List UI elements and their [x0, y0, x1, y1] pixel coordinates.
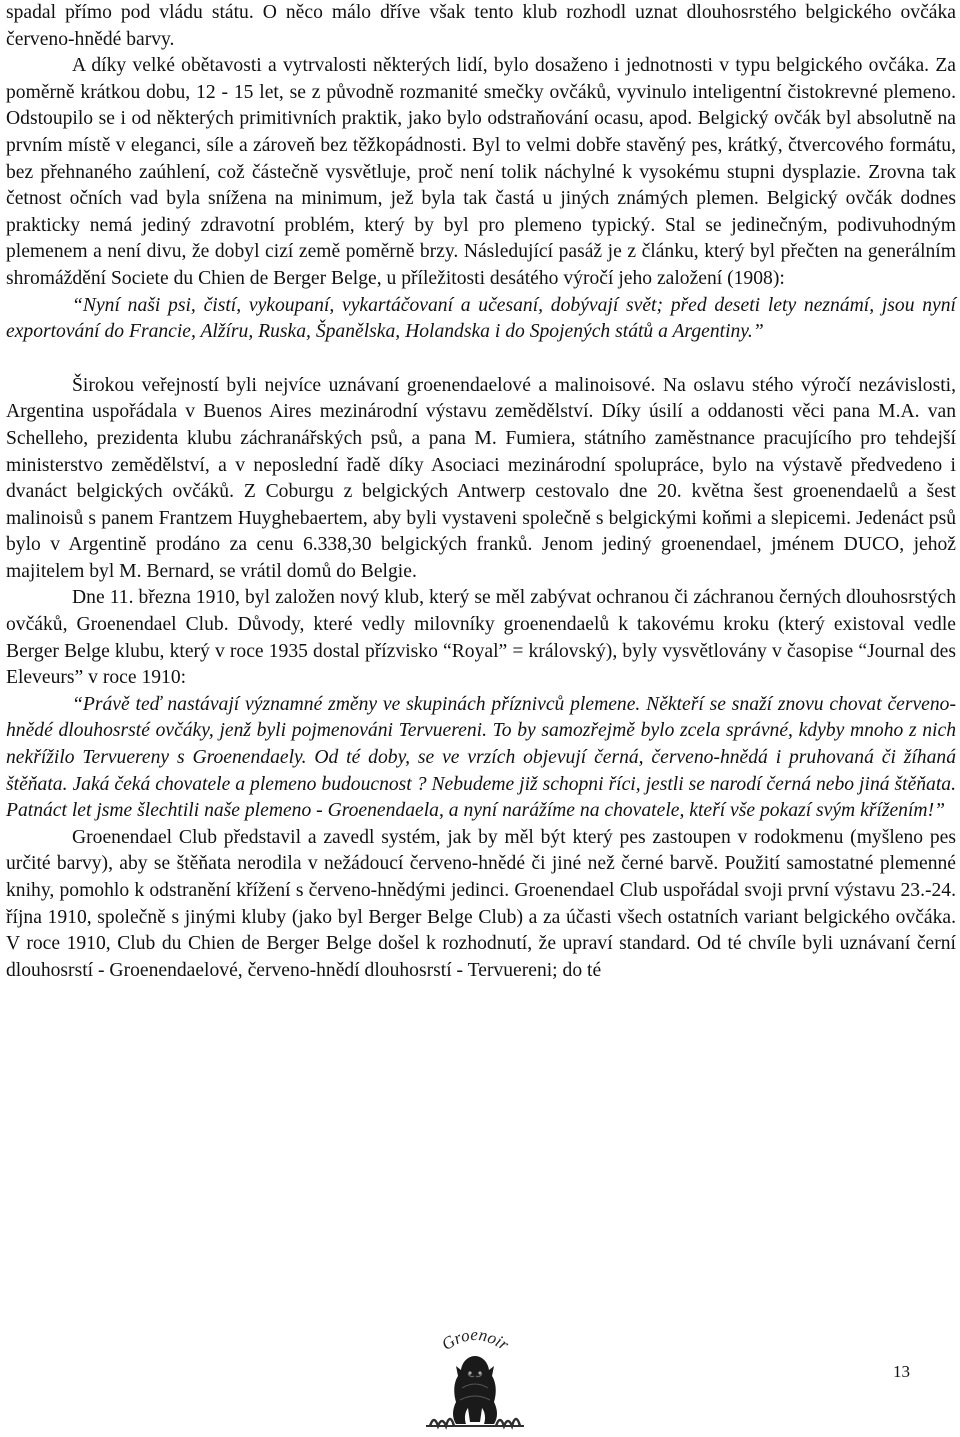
logo-text: Groenoir	[438, 1324, 513, 1355]
page-number: 13	[893, 1362, 910, 1381]
black-dog-emblem-icon	[416, 1318, 534, 1432]
paragraph-gap	[6, 346, 956, 373]
document-body	[6, 0, 956, 984]
paragraph-4: Dne 11. března 1910, byl založen nový klub, který se měl zabývat ochranou či záchranou černých dlouhosrstých ovčáků, Groenendael Club. Důvody, které vedly milovníky groenendaelů k takovému kroku (který existoval vedle Berger Belge klubu, který v roce 1935 dostal přízvisko “Royal” = královský), byly vysvětlovány v časopise “Journal des Eleveurs” v roce 1910:	[6, 587, 956, 689]
quote-2: “Právě teď nastávají významné změny ve skupinách příznivců plemene. Někteří se snaží znovu chovat červeno-hnědé dlouhosrsté ovčáky, jenž byli pojmenováni Tervuereni. To by samozřejmě bylo zcela správné, kdyby mnoho z nich nekřížilo Tervuereny s Groenendaely. Od té doby, se ve vrzích objevují černá, červeno-hnědá i pruhovaná či žíhaná štěňata. Jaká čeká chovatele a plemeno budoucnost ? Nebudeme již schopni říci, jestli se narodí černá nebo jiná štěňata. Patnáct let jsme šlechtili naše plemeno - Groenendaela, a nyní narážíme na chovatele, kteří vše pokazí svým křížením!”	[6, 693, 956, 822]
quote-1: “Nyní naši psi, čistí, vykoupaní, vykartáčovaní a učesaní, dobývají svět; před deseti lety neznámí, jsou nyní exportování do Francie, Alžíru, Ruska, Španělska, Holandska i do Spojených států a Argentiny.”	[6, 294, 956, 343]
paragraph-5: Groenendael Club představil a zavedl systém, jak by měl být který pes zastoupen v rodokmenu (myšleno pes určité barvy), aby se štěňata nerodila v nežádoucí červeno-hnědé či jiné než černé barvě. Použití samostatné plemenné knihy, pomohlo k odstranění křížení s červeno-hnědými jedinci. Groenendael Club uspořádal svoji první výstavu 23.-24. října 1910, společně s jinými kluby (jako byl Berger Belge Club) a za účasti všech ostatních variant belgického ovčáka. V roce 1910, Club du Chien de Berger Belge došel k rozhodnutí, že upraví standard. Od té chvíle byli uznávaní černí dlouhosrstí - Groenendaelové, červeno-hnědí dlouhosrstí - Tervuereni; do té	[6, 826, 956, 981]
paragraph-2: A díky velké obětavosti a vytrvalosti některých lidí, bylo dosaženo i jednotnosti v typu belgického ovčáka. Za poměrně krátkou dobu, 12 - 15 let, se z původně rozmanité smečky ovčáků, vyvinulo inteligentní čistokrevné plemeno. Odstoupilo se i od některých primitivních praktik, jako bylo odstraňování ocasu, apod. Belgický ovčák byl absolutně na prvním místě v eleganci, síle a zároveň bez těžkopádnosti. Byl to velmi dobře stavěný pes, krátký, čtvercového formátu, bez přehnaného zaúhlení, což částečně vysvětluje, proč není tolik náchylné k vysokému stupni dysplazie. Zrovna tak četnost očních vad byla snížena na minimum, jež byla tak častá u jiných známých plemen. Belgický ovčák dodnes prakticky nemá jediný zdravotní problém, který by byl pro plemeno typický. Stal se jedinečným, podivuhodným plemenem a není divu, že dobyl cizí země poměrně brzy. Následující pasáž je z článku, který byl přečten na generálním shromáždění Societe du Chien de Berger Belge, u příležitosti desátého výročí jeho založení (1908):	[6, 55, 956, 289]
groenoir-logo	[416, 1318, 534, 1432]
paragraph-1: spadal přímo pod vládu státu. O něco málo dříve však tento klub rozhodl uznat dlouhosrstého belgického ovčáka červeno-hnědé barvy.	[6, 2, 956, 50]
paragraph-3: Širokou veřejností byli nejvíce uznávaní groenendaelové a malinoisové. Na oslavu stého výročí nezávislosti, Argentina uspořádala v Buenos Aires mezinárodní výstavu zemědělství. Díky úsilí a oddanosti věci pana M.A. van Schelleho, prezidenta klubu záchranářských psů, a pana M. Fumiera, státního zaměstnance pracujícího pro tehdejší ministerstvo zemědělství, a v neposlední řadě díky Asociaci mezinárodní spolupráce, bylo na výstavě předvedeno i dvanáct belgických ovčáků. Z Coburgu z belgických Antwerp cestovalo dne 20. května šest groenendaelů a šest malinoisů s panem Frantzem Huyghebaertem, aby byli vystaveni společně s belgickými koňmi a slepicemi. Jedenáct psů bylo v Argentině prodáno za cenu 6.338,30 belgických franků. Jenom jediný groenendael, jménem DUCO, jehož majitelem byl M. Bernard, se vrátil domů do Belgie.	[6, 374, 956, 582]
